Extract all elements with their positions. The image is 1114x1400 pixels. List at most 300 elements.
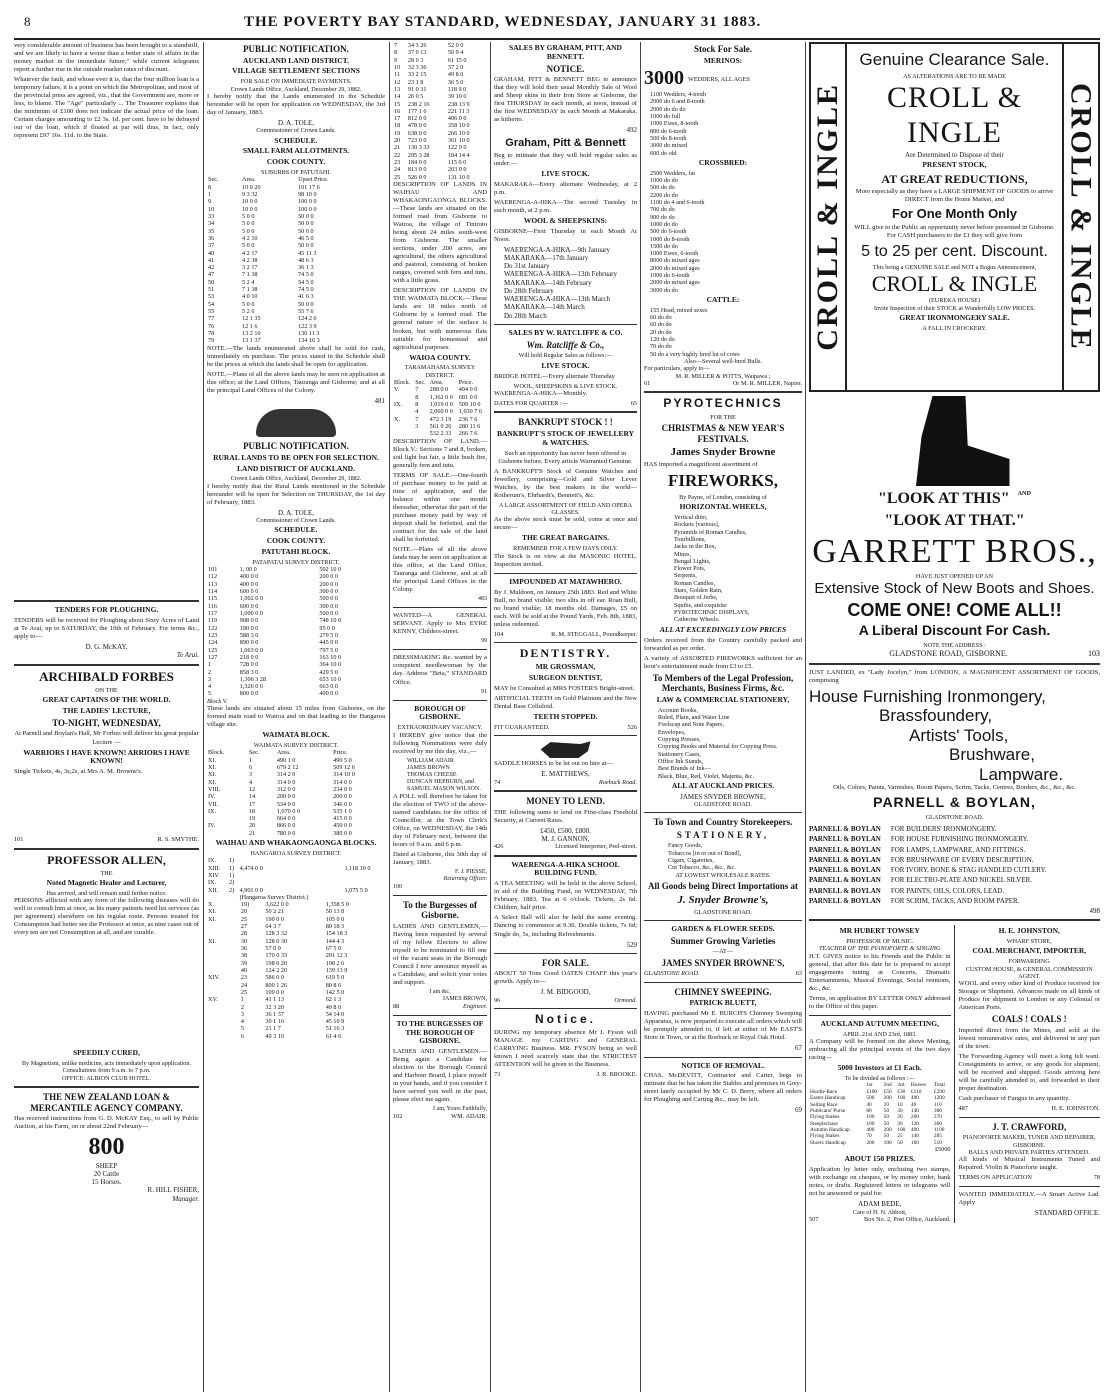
table-row: 5 21 1 7 51 16 3 [240,1025,345,1033]
waioa-district: TARAMAHAMA SURVEY DISTRICT. [404,364,476,379]
allen-office: OFFICE: ALBION CLUB HOTEL. [61,1074,152,1082]
table-row: 15 238 2 16 238 13 9 [394,100,470,108]
ref: 99 [481,638,487,645]
table-row: 42 3 2 17 36 1 3 [208,264,314,272]
towsey-col [809,925,955,1223]
tenders-place: Te Arai. [176,651,199,660]
table-row: Autumn Handicap 400 200 100 400 1100 [810,1127,945,1134]
notice2-title: PUBLIC NOTIFICATION. [243,441,349,452]
stock-line: 2000 do 6 and 8-tooth [650,98,705,106]
table-row: 9 10 0 0 100 0 0 [208,198,317,206]
ref: 91 [481,688,487,695]
waihau-table [207,857,385,901]
towsey-name: MR HUBERT TOWSEY [839,926,920,936]
firework-item: PYROTECHNIC DISPLAYS, [674,609,750,617]
graham-wool: WOOL & SHEEPSKINS: [523,215,608,225]
garrett-look2: "LOOK AT THAT." [884,511,1025,529]
note3: These lands are situated about 15 miles from Gisborne, on the formed main road to Wairoa and on that leading to the Hangaroa village site. [207,705,385,729]
stock-particulars: For particulars, apply to— [644,365,710,373]
table-row: 7 34 3 26 52 0 0 [394,42,464,49]
sale-date: Do 31st January [504,262,550,271]
note: NOTE.—Plans of all the above lands may be seen on application at this office, at the Land Office, Tauranga and Gisborne, and at all the principal Land Offices in the Colony. [393,545,487,594]
dentistry-artificial: ARTIFICIAL TEETH on Gold Platinum and the New Dental Base Celluloid. [494,695,637,711]
ref: 74 [494,778,501,786]
parnell-line [809,887,1100,895]
burgesses2-text: LADIES AND GENTLEMEN.—Being again a Candidate for election to the Borough Council and Harbour Board, I place myself in your hands, and if you consider I have served you well in the past, please elect me again. [393,1048,487,1104]
ratcliffe-bridge: BRIDGE HOTEL—Every alternate Thursday [494,372,615,380]
notice2-district: LAND DISTRICT OF AUCKLAND. [237,463,355,473]
johnston-col [959,925,1101,1223]
firework-item: Rockets [various], [674,521,720,529]
column-5 [644,42,802,1392]
table-row: XV. 1 41 1 13 62 1 3 [208,996,342,1004]
table-row: IX. 8 1,019 0 0 509 10 0 [394,401,481,408]
table-row: 112 400 0 0 200 0 0 [208,573,338,581]
tenders-text: TENDERS will be received for Ploughing about Sixty Acres of Land at Te Arai, up to SATURDAY, the 10th of February. For terms &c., apply to— [14,616,199,641]
notice2-office: Crown Lands Office, Auckland, December 29, 1882. [230,475,362,483]
nzloan-role: Manager. [172,1194,199,1203]
bankrupt-sub: BANKRUPT'S STOCK OF JEWELLERY & WATCHES. [496,428,635,447]
notice2-schedule: SCHEDULE. [274,525,318,535]
table-row: 119 908 0 0 748 10 0 [208,617,342,625]
pyro-variety: A variety of ASSORTED FIREWORKS sufficient for an hour's entertainment made from £3 to £5. [644,654,802,670]
pyro-wheels: HORIZONTAL WHEELS, [679,502,767,512]
table-row: 125 1,063 0 0 797 5 0 [208,646,338,654]
waimata-district: WAIMATA SURVEY DISTRICT. [253,742,339,750]
ref: 426 [494,843,504,851]
forsale-place: Ormond. [614,996,637,1004]
legal-road: GLADSTONE ROAD. [694,800,752,808]
table-row: XI. 20 50 2 21 50 13 8 [208,908,345,916]
bankrupt-text2: A BANKRUPT'S Stock of Genuine Watches and Jewellery, comprising—Gold and Silver Lever Watches, by the best makers in the world—Rotherum's, Ehrhardt's, Bennett's, &c. [494,467,637,499]
country-firm: J. Snyder Browne's, [677,893,769,906]
table-row: 11 33 2 15 49 8 0 [394,71,464,79]
forbes-lecture: THE LADIES' LECTURE, [62,706,151,716]
notice1-ref: 481 [374,396,385,405]
country-supplied: All Goods being Direct Importations at [647,881,799,891]
table-row: 21 130 3 33 122 9 0 [394,144,467,152]
firework-item: Vertical ditto, [674,513,708,521]
candidate-name: THOMAS CHEESE [407,771,457,778]
stationery-item: Black, Blue, Red, Violet, Majenta, &c. [658,772,754,780]
stock-line: 20 do do [650,328,672,336]
parnell-firm: PARNELL & BOYLAN [809,896,881,905]
ratcliffe-dates: DATES FOR QUARTER :— [494,399,568,407]
parnell-name: PARNELL & BOYLAN, [873,794,1036,811]
waihau-continued-table [393,42,487,181]
stock-line: 60 do do [650,321,672,329]
stock-line: 900 do do [650,213,675,221]
parnell-oils: Oils, Colors, Paints, Varnishes, Room Papers, Scrim, Tacks, Centres, Borders, &c., &c., &c. [833,784,1076,792]
parnell-road: GLADSTONE ROAD. [925,813,984,821]
johnston-cash: Cash purchaser of Fungus in any quantity. [958,1095,1070,1103]
table-row: 55 5 2 6 55 7 6 [208,308,314,316]
stationery-item: Office Ink Stands, [658,757,704,765]
waihau-title: WAIHAU AND WHAKAONGAONGA BLOCKS. [215,838,377,848]
parnell-h4: Brushware, [949,745,1035,765]
table-row: 76 12 1 6 122 3 9 [208,322,317,330]
ref: 63 [795,970,802,978]
stock-line: 3000 do mixed [650,142,688,150]
notice2-name: J. R. BROOKE. [596,1071,637,1079]
stock-line: 1000 do full [650,112,681,120]
stock-line: 500 do 8-tooth [650,134,687,142]
graham-gisborne: GISBORNE—First Thursday in each Month At Noon. [494,227,637,243]
parnell-firm: PARNELL & BOYLAN [809,886,881,895]
candidate-name: SAMUEL MASON WILSON. [407,786,481,793]
table-row: 124 890 0 0 445 0 0 [208,639,338,647]
table-row: 4 2,060 0 0 1,030 7 6 [415,408,482,416]
burgesses-role: Engineer. [463,1003,487,1011]
table-row: 115 1,002 0 0 500 0 0 [208,595,338,603]
burgesses2-sign: I am, Yours Faithfully, [433,1106,487,1113]
table-row: 21 780 0 0 380 0 0 [248,829,352,837]
pyro-prices: ALL AT EXCEEDINGLY LOW PRICES [659,624,787,634]
ratcliffe-by: SALES BY W. RATCLIFFE & CO. [508,327,623,337]
parnell-firm: PARNELL & BOYLAN [809,835,881,844]
garden-title: GARDEN & FLOWER SEEDS. [671,923,775,933]
allen-hours: Consultations from 9 a.m. to 7 p.m. [62,1067,151,1075]
stationery-item: Foolscap and Note Papers, [658,721,724,729]
pyro-title: PYROTECHNICS [663,396,783,411]
legal-all: ALL AT AUCKLAND PRICES. [671,780,775,790]
newspaper-title: THE POVERTY BAY STANDARD, WEDNESDAY, JANUARY 31 1883. [244,14,762,30]
table-row: 27 64 3 7 80 18 3 [240,923,345,931]
country-road: GLADSTONE ROAD. [694,908,752,916]
graham-by: SALES BY GRAHAM, PITT, AND BENNETT. [509,43,622,61]
horse-icon [541,740,591,758]
garrett-name: GARRETT BROS., [812,533,1097,571]
parnell-h2: Brassfoundery, [879,706,993,726]
notice1-name: D. A. TOLE, [277,119,315,128]
firework-item: Bengal Lights, [674,557,711,565]
column-2 [207,42,385,1392]
money-title: MONEY TO LEND. [526,796,605,807]
table-row: 24 813 0 0 203 0 0 [394,166,467,174]
firework-item: Stars, Golden Rain, [674,587,723,595]
allen-the: THE [100,869,113,877]
ref: 498 [1089,907,1100,916]
burgesses2-name: WM. ADAIR. [451,1113,487,1121]
parnell-firm: PARNELL & BOYLAN [809,825,881,834]
page-header [14,8,1100,40]
towsey-terms: Terms, on application BY LETTER ONLY addressed to the Office of this paper. [809,994,951,1010]
johnston-forwarding: FORWARDING [1008,958,1050,966]
croll-more: More especially as they have a LARGE SHIPMENT OF GOODS to arrive DIRECT from the Home Market, and [855,188,1054,204]
parnell-firm: PARNELL & BOYLAN [809,845,881,854]
pyro-by: By Payne, of London, consisting of [679,493,767,501]
store-item: Fancy Goods, [668,842,703,850]
table-row: 16 177 1 6 221 11 3 [394,107,470,115]
table-row: XI. 6 679 2 12 509 12 6 [208,763,355,771]
desc1: DESCRIPTION OF LANDS IN WAIHAU AND WHAKAONGAONGA BLOCKS.—These lands are situated on the formed road from Gisborne to Wairoa, the village of Tiniroto being about 24 miles south-west from Gisborne. The smaller sections, under 200 acres, are agricultural, the others agricultural and pastoral, consisting of broken ranges, covered with fern and tutu, with a little grass. [393,180,487,285]
table-row: XI. 25 190 0 0 105 0 0 [208,915,345,923]
saddle-text: SADDLE HORSES to be let out on hire at— [494,760,614,768]
pyro-orders: Orders received from the Country carefully packed and forwarded as per order. [644,636,802,652]
table-row: VIII. 12 312 0 0 234 0 0 [208,785,352,793]
column-4 [494,42,637,1392]
table-row: 8 10 0 20 101 17 6 [208,183,320,191]
stock-name1: M. R. MILLER & POTTS, Waipawa ; [675,372,771,380]
stock-cross: CROSSBRED: [698,157,748,167]
removal-text: CHAS. McDEVITT, Contractor and Carter, begs to intimate that he has taken the Stables and premises in Grey-street lately occupied by Mr C. D. Berry, where all orders for Ploughing and Carting &c., may be left. [644,1072,802,1104]
stock-line: 1100 Wedders, 4-tooth [650,91,707,99]
nzloan-text: Has received instructions from G. D. McKAY Esq., to sell by Public Auction, at his Farm, on or about 22nd February— [14,1115,199,1131]
dressmaking: DRESSMAKING &c. wanted by a competent needlewoman by the day. Address "Beta," STANDARD Office. [393,654,487,686]
saddle-place: Roebuck Road. [598,778,637,786]
parnell-line [809,866,1100,874]
table-row: 50 5 2 4 54 5 0 [208,278,314,286]
autumn-name: ADAM BEDE, [858,1200,902,1209]
graham-firm: Graham, Pitt & Bennett [505,136,626,149]
dentistry-stopped: TEETH STOPPED. [533,712,598,722]
parnell-h3: Artists' Tools, [909,725,1009,745]
parnell-line-text: FOR ELECTRO-PLATE AND NICKEL SILVER. [890,876,1033,885]
table-row: XIV. 1) [208,871,235,879]
notice1-title: PUBLIC NOTIFICATION. [243,44,349,54]
graham-waerenga: WAERENGA-A-HIKA—The second Tuesday in each month, at 2 p.m. [494,198,637,214]
hangaroa-title: HANGAROA SURVEY DISTRICT. [250,849,342,857]
burgesses-name: JAMES BROWN, [442,996,487,1003]
table-row: 114 600 0 0 300 0 0 [208,588,338,596]
parnell-line [809,846,1100,854]
stock-line: 8000 do mixed ages [650,257,700,265]
waioa-title: WAIOA COUNTY. [409,352,471,362]
garrett-extensive: Extensive Stock of New Boots and Shoes. [814,579,1095,597]
forbes-tickets: Single Tickets, 4s, 3s,2s, at Mrs A. M. Browne's. [14,768,143,776]
borough-title: BOROUGH OF GISBORNE. [414,703,466,722]
table-row: 4 1,326 0 0 663 0 0 [208,683,338,691]
croll-name: CROLL & INGLE [886,81,1023,150]
bankrupt-sold: As the above stock must be sold, come at once and secure— [494,516,637,532]
table-row: 10 10 0 0 100 0 0 [208,205,317,213]
sale-date: MAKARAKA—17th January [504,253,589,262]
table-row: 38 170 0 33 201 12 3 [240,952,348,960]
article-body: Whatever the fault, and whose ever it is, that the four million loan is a temporary failure, it is a point on which the Metropolitan, and most of the provincial press are agreed, viz., that the Government are, more or less, to blame. The "Age" particularly ... The Treasurer explains that the minimum of £100 does not indicate the actual price of the loan. Certain charges amounting to £2 3s. 1d. per cent. have to be defrayed out of the loan, which if floated at par will thus, in fact, only represent £97 16s. 11d. to the State. [14,76,199,140]
table-row: Shorts Handicap 200 100 50 160 510 [810,1139,942,1146]
ref: 529 [626,940,637,949]
garrett-discount: A Liberal Discount For Cash. [858,622,1051,639]
parnell-line-text: FOR PAINTS, OILS, COLORS, LEAD. [890,886,1005,895]
burgesses-title: To the Burgesses of Gisborne. [403,899,477,921]
table-row: 6 40 3 10 61 4 6 [240,1032,342,1040]
table-row: 5 800 0 0 400 0 0 [208,690,338,698]
firework-item: Flower Pots, [674,565,706,573]
table-row: Selling Race 40 20 10 40 110 [810,1101,942,1108]
notice2-role: Commissioner of Crown Lands. [256,517,336,524]
table-row: 20 723 0 0 361 10 0 [394,137,470,145]
croll-name2: CROLL & INGLE [871,271,1038,297]
notice1-schedule: SCHEDULE. [274,135,318,145]
candidate-name: WILLIAM ADAIR [407,757,454,764]
garrett-note: NOTE THE ADDRESS : [923,641,986,649]
firework-item: Roman Candles, [674,579,715,587]
garden-firm: JAMES SNYDER BROWNE'S, [661,957,785,968]
table-row: IV. 20 866 0 0 450 0 0 [208,822,352,830]
table-row: 14 26 0 5 39 10 0 [394,93,467,101]
table-row: IX. 1) [208,857,235,865]
sale-date: Do 28th February [504,286,554,295]
autumn-application: Application by letter only, enclosing two stamps, with exchange on cheques, or by money order, bank notes, or drafts. Registered letters or telegrams will not be answered or paid for. [809,1166,951,1198]
table-row: 19 638 0 0 266 10 0 [394,129,470,137]
forsale-text: ABOUT 50 Tons Good OATEN CHAFF this year's growth. Apply to— [494,970,637,986]
ref: 61 [644,379,651,387]
firework-item: Tourbillions, [674,535,706,543]
store-item: Cigars, Cigarettes, [668,857,714,865]
parnell-line-text: FOR HOUSE FURNISHING IRONMONGERY. [890,835,1029,844]
croll-eureka: (EUREKA HOUSE) [928,297,981,305]
ratcliffe-wool: WOOL, SHEEPSKINS & LIVE STOCK. [513,382,618,390]
firework-item: Catherine Wheels. [674,616,720,624]
dentistry-fit: FIT GUARANTEED. [494,723,550,731]
ref: 526 [627,723,637,731]
candidate-name: DUNCAN HEPBURN, and [407,778,474,785]
stock-line: 155 Head, mixed sexes [650,306,708,314]
sale-date: WAERENGA-A-HIKA—9th January [504,245,610,254]
stock-line: 1100 do 4 and 6-tooth [650,198,705,206]
table-row: 25 109 0 0 142 5 0 [240,988,345,996]
note2: NOTE.—Plans of all the above lands may be seen on application at this office; at the Land Offices, Tauranga and Gisborne; and at all the principal Land Offices of the Colony. [207,370,385,394]
nzloan-title: THE NEW ZEALAND LOAN & MERCANTILE AGENCY COMPANY. [30,1092,183,1113]
store-item: Tobaccos [in or out of Bond], [668,849,742,857]
table-row: 77 12 1 35 124 2 6 [208,315,317,323]
bankrupt-bargains: THE GREAT BARGAINS. [521,533,610,543]
school-title: WAERENGA-A-HIKA SCHOOL BUILDING FUND. [511,859,620,878]
waimata-title: WAIMATA BLOCK. [262,730,330,740]
allotments-table: Sec. Area. Upset Price. 8 10 0 20 101 17 6 1 9 3 32 98 10 0 9 10 0 0 100 0 0 10 10 0 0 100 0 0 33 5 0 0 50 0 0 34 5 0 0 50 0 0 35 5 0 0 50 0 0 36 4 2 10 46 5 0 37 5 0 0 50 0 0 40 4 2 17 45 11 3 41 4 2 38 48 6 3 42 3 2 17 36 1 3 47 7 1 38 74 5 0 50 5 2 4 54 5 0 51 7 1 38 74 5 0 53 4 0 10 41 6 3 54 5 0 0 50 0 0 55 5 2 6 55 7 6 77 12 1 35 124 2 6 76 12 1 6 122 3 9 78 13 2 10 136 11 3 79 13 1 37 134 16 3 [207,176,385,344]
table-row: XIII. 1) 4,474 0 0 1,118 10 0 [208,864,371,872]
table-row: 22 295 3 28 184 14 4 [394,151,470,159]
garrett-address: GLADSTONE ROAD, GISBORNE. [889,649,1008,659]
firework-item: Mines, [674,550,692,558]
table-row: Hurdle Race £100 £50 £30 £110 £290 [810,1088,945,1095]
table-row: 36 57 0 9 67 5 0 [240,945,342,952]
ratcliffe-firm: Wm. Ratcliffe & Co., [526,339,605,350]
chimney-title: CHIMNEY SWEEPING. [674,986,772,997]
table-row: 8 37 0 13 50 9 4 [394,49,464,57]
stock-line: 500 do 6-tooth [650,228,687,236]
column-1 [14,42,199,1392]
garrett-and: AND [1017,490,1031,497]
stationery-item: Best Brands of Ink— [658,765,711,773]
table-row: 116 600 0 0 300 0 0 [208,602,338,610]
table-row: 18 478 0 0 358 10 0 [394,122,470,130]
autumn-prizes: ABOUT 150 PRIZES. [844,1154,915,1164]
desc3: DESCRIPTION OF LAND.—Block V.: Sections 7 and 8, broken, soil light but fair, a little bush fire, generally fern and tutu. [393,437,487,469]
crawford-role: PIANOFORTE MAKER, TUNER AND REPAIRER, GISBORNE. [962,1134,1096,1149]
stock-line: 1000 do do [650,220,678,228]
croll-ironmongery: GREAT IRONMONGERY SALE. [899,312,1010,322]
ref: 78 [1093,1174,1100,1182]
table-row: 35 5 0 0 50 0 0 [208,227,314,235]
borough-dated: Dated at Gisborne, this 30th day of January, 1883. [393,851,487,867]
stock-cattle: CATTLE: [706,295,740,305]
allen-text: PERSONS afflicted with any form of the following diseases will do well to consult him at once, as his many patients need his services (as per agreement) elsewhere on his regular route. Persons treated for Consumption had better see the Professor at once, as nine cases out of every ten are not Consumption at all, and are curable. [14,897,199,937]
johnston-agent: CUSTOM HOUSE, & GENERAL COMMISSION AGENT. [965,965,1093,980]
forbes-title: ARCHIBALD FORBES [39,668,174,684]
table-row: IX. 18 1,070 0 0 535 1 0 [208,807,352,815]
wanted-office: STANDARD OFFICE. [1034,1208,1100,1217]
table-row: Flying Stakes 70 50 25 140 285 [810,1133,942,1140]
dentistry-title: DENTISTRY. [519,646,612,661]
garden-summer: Summer Growing Varieties [670,935,776,946]
croll-band-right: CROLL & INGLE [1064,83,1098,351]
table-row: 54 5 0 0 50 0 0 [208,300,314,308]
ratcliffe-live: LIVE STOCK. [541,360,590,370]
forbes-name: R. S. SMYTHE. [157,836,199,844]
wanted-lad: WANTED IMMEDIATELY.—A Smart Active Lad. Apply [958,1190,1100,1206]
forbes-text: At Parnell and Boylan's Hall, Mr Forbes will deliver his great popular Lecture — [14,730,199,746]
notice1-county: COOK COUNTY. [266,157,326,167]
table-row: XII. 2) 4,901 0 0 1,075 5 0 [208,886,368,894]
ref: 73 [494,1071,501,1079]
money-sums: £450, £500, £800. [540,826,591,835]
impounded-text: By J. Muldoon, on January 25th 1883. Red and White Bull, no brand visible; two slits in off ear. Roan Bull, no brand visible; 18 months old. Damages, £5 on each. Will be sold at the Pound Yards, Feb. 8th, 1883, unless redeemed. [494,588,637,628]
table-row: XI. 30 128 0 30 144 4 3 [208,937,345,945]
croll-will: WILL give to the Public an opportunity never before presented in Gisborne. For CASH purchasers to the £1 they will give from [854,224,1055,240]
table-row: 127 218 0 0 163 10 0 [208,653,342,661]
garrett-look1: "LOOK AT THIS" [878,490,1010,507]
table-row: 532 2 33 266 7 6 [429,430,478,438]
graham-makaraka: MAKARAKA—Every alternate Wednesday, at 2 p.m. [494,180,637,196]
bankrupt-masonic: The Stock is on view at the MASONIC HOTEL. Inspection invited. [494,552,637,568]
bankrupt-text: Such an opportunity has never been offered in Gisborne before. Every article Warranted Genuine. [498,449,633,465]
croll-title: Genuine Clearance Sale. [859,50,1050,69]
graham-live: LIVE STOCK. [541,168,590,178]
pyro-has: HAS imported a magnificent assortment of [644,461,758,469]
johnston-name2: H. E. JOHNSTON. [1051,1105,1100,1113]
sale-date: MAKARAKA—14th February [504,278,592,287]
notice2-block: PATUTAHI BLOCK. [261,547,331,556]
notice1-office: Crown Lands Office, Auckland, December 29, 1882. [230,85,362,93]
ratcliffe-text: Will hold Regular Sales as follows:— [518,352,613,360]
parnell-firm: PARNELL & BOYLAN [809,855,881,864]
towsey-text: H.T. GIVES notice to his Friends and the Public in general, that after this date he is prepared to accept engagements tuning at Concerts, Dramatic Entertainments, Musical Evenings, Social reunions, &c., &c. [809,952,951,992]
stock-num: 3000 [644,67,684,90]
stock-merinos: MERINOS: [703,55,743,65]
autumn-title: AUCKLAND AUTUMN MEETING, [820,1018,940,1028]
impounded-title: IMPOUNDED AT MATAWHERO. [509,576,622,586]
notice1-forsale: FOR SALE ON IMMEDIATE PAYMENTS. [240,78,352,86]
pyro-fireworks: FIREWORKS, [667,471,779,491]
table-row: 12 23 1 8 36 5 0 [394,78,464,86]
table-row: 78 13 2 10 136 11 3 [208,329,320,337]
table-row: 101 1, 00 0 502 10 0 [208,566,342,574]
ref: 100 [393,883,402,890]
pyro-for: FOR THE [710,413,736,421]
notice2-title: Notice. [534,1012,596,1027]
stock-line: 1000 do do [650,177,678,185]
table-row: 3 1,306 3 28 653 10 0 [208,675,342,683]
table-row: 1 9 3 32 98 10 0 [208,191,317,199]
school-text: A TEA MEETING will be held in the above School, in aid of the Building Fund, on WEDNESDAY, 7th February, 1883. Tea at 6 o'clock. Tickets, 2s 6d. Children, half price. [494,880,637,912]
notice1-sub: VILLAGE SETTLEMENT SECTIONS [232,66,360,76]
table-row: IV. 14 200 0 0 200 0 0 [208,793,352,801]
table-row: Flying Stakes 100 50 20 200 370 [810,1114,942,1121]
table-row: 4 30 1 16 45 10 9 [240,1018,345,1026]
notice2-rural: RURAL LANDS TO BE OPEN FOR SELECTION. [213,452,379,462]
table-row: XI. 3 314 2 0 314 10 0 [208,771,355,779]
ref: 67 [795,1044,802,1053]
stationery-item: Ruled, Plain, and Water Line [658,714,730,721]
dentistry-mr: MR GROSSMAN, [535,662,596,672]
stock-line: 70 do do [650,343,672,351]
croll-ad [809,42,1100,392]
croll-determined: Are Determined to Dispose of their [905,150,1004,159]
crawford-name: J. T. CRAWFORD, [992,1121,1067,1132]
borough-name: F. J. PIESSE, [454,869,487,876]
chimney-name: PATRICK BLUETT, [689,998,757,1008]
